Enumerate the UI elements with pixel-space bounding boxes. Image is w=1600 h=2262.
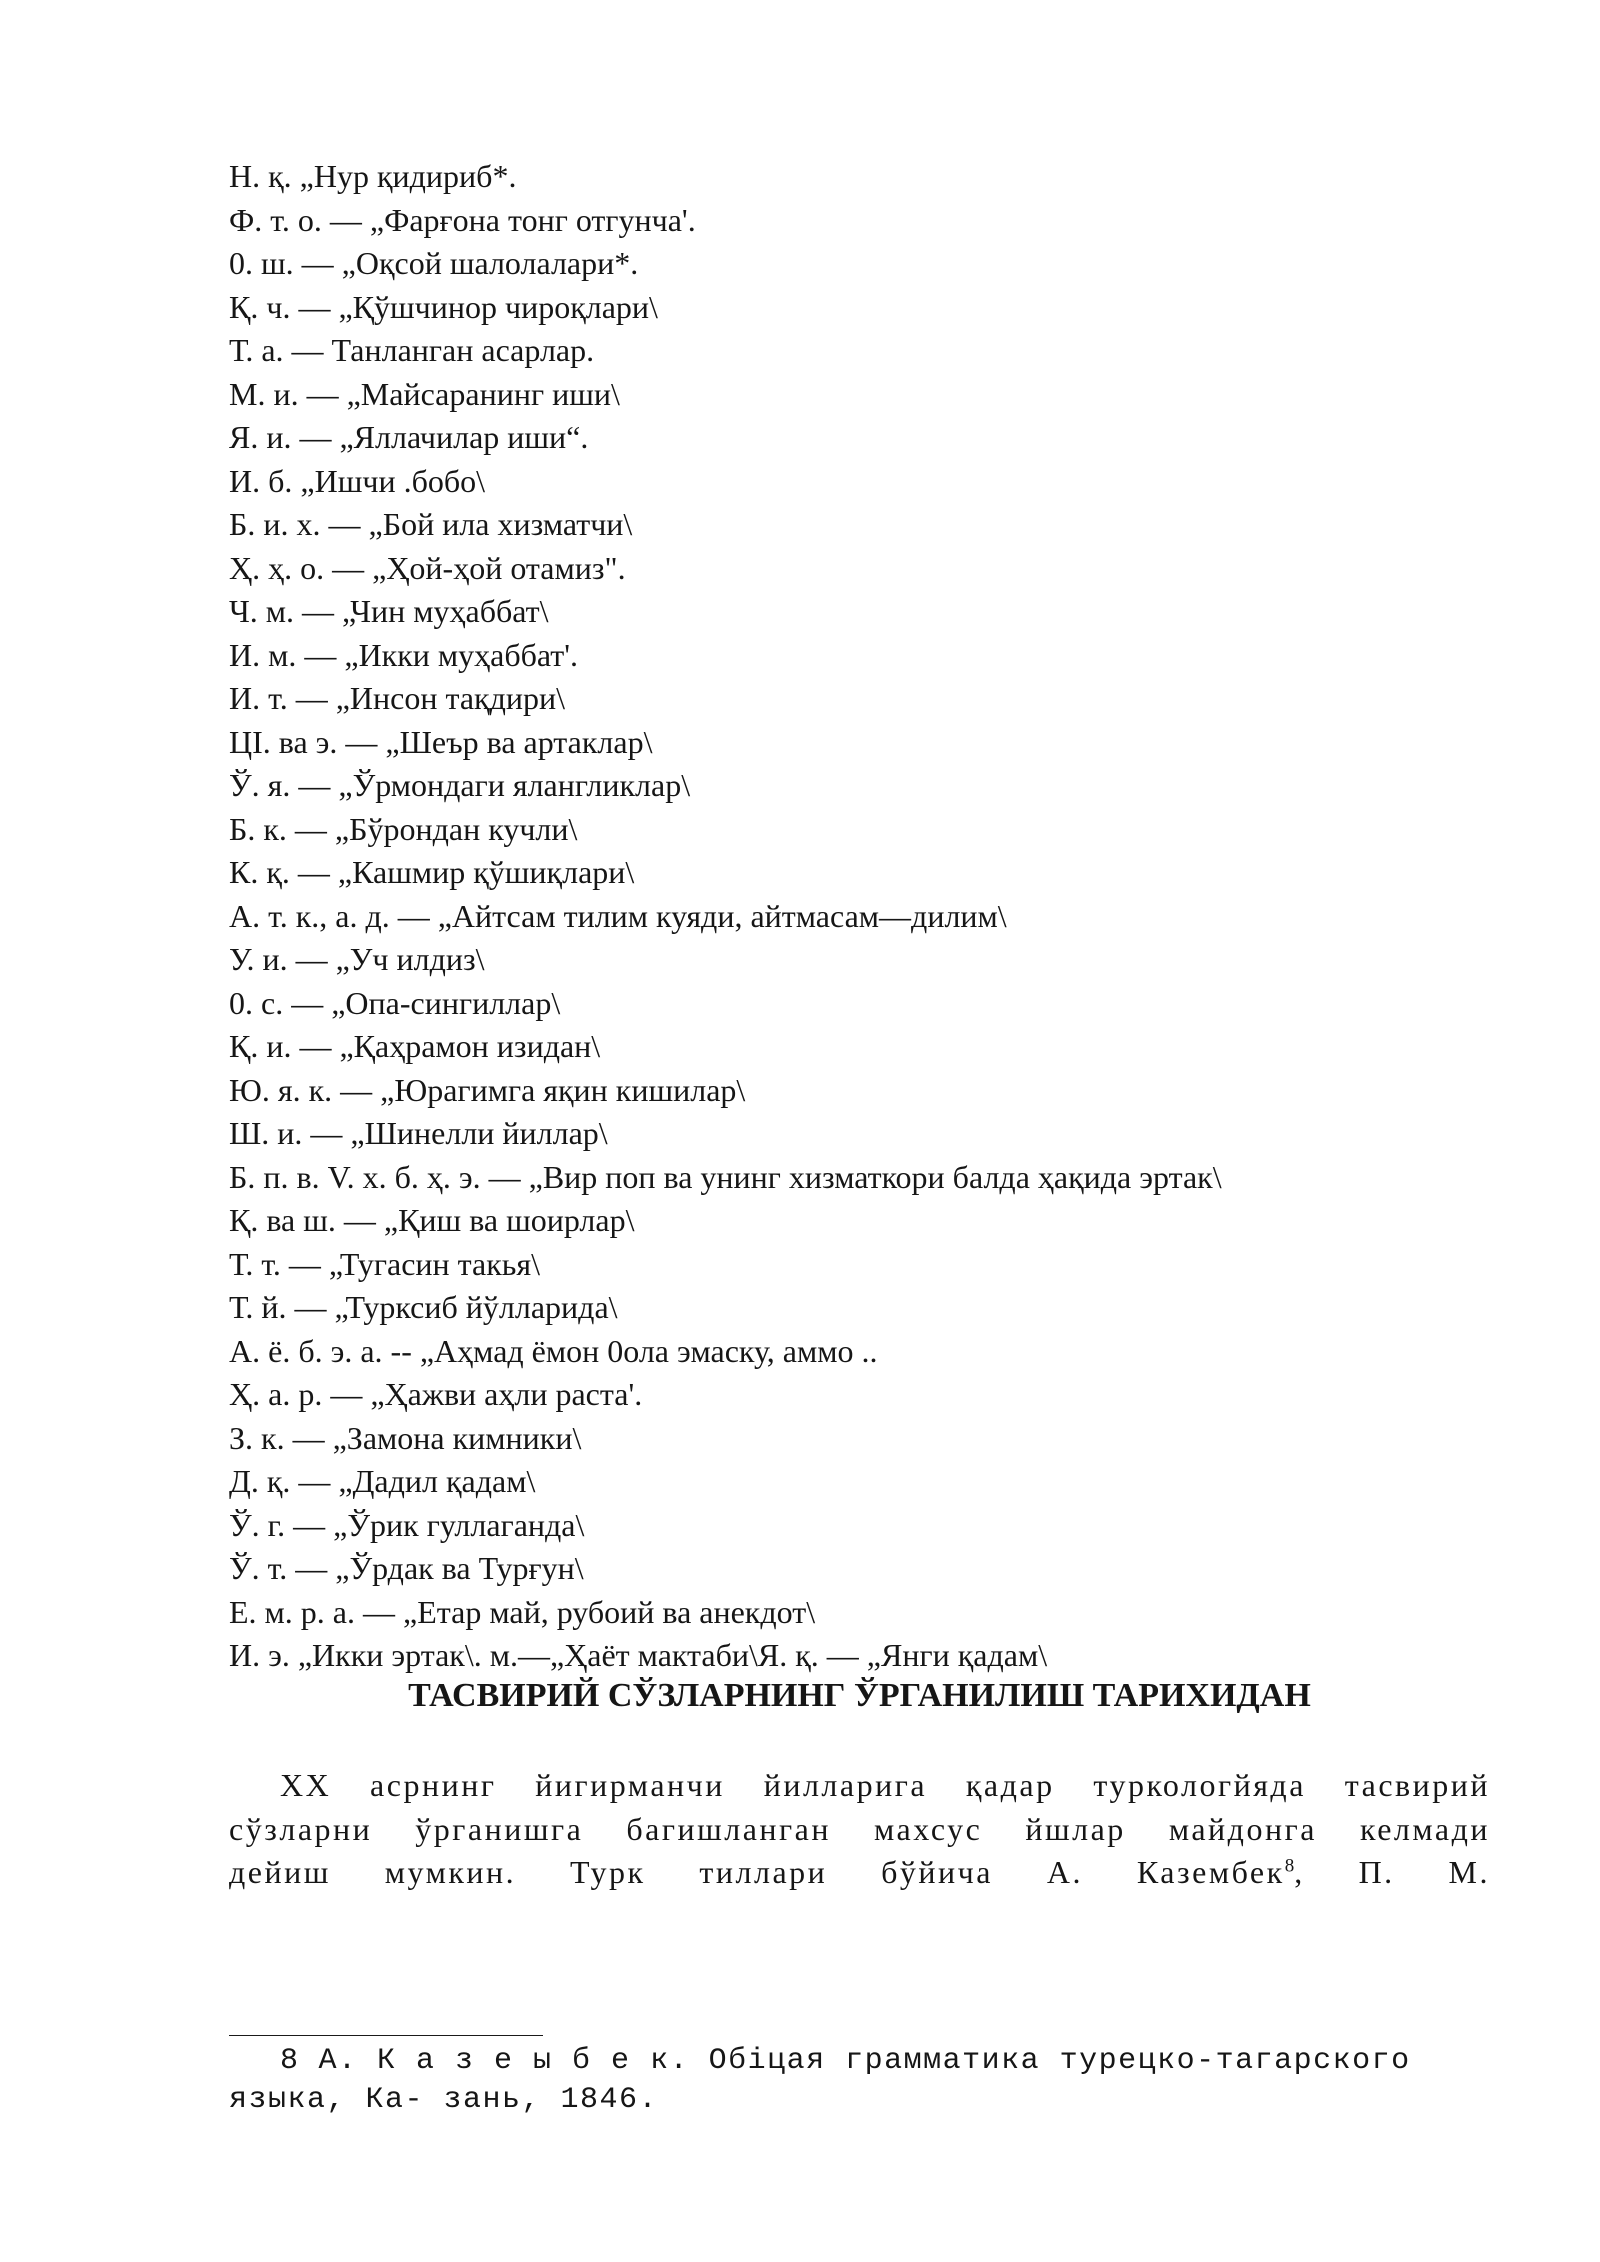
list-entry: З. к. — „Замона кимники\ [229, 1419, 582, 1456]
list-entry: Қ. и. — „Қаҳрамон изидан\ [229, 1028, 601, 1064]
list-entry: ЦІ. ва э. — „Шеър ва артаклар\ [229, 723, 653, 760]
paragraph-text: , П. М. [1294, 1854, 1491, 1890]
list-entry: Қ. ч. — „Қўшчинор чироқлари\ [229, 288, 658, 325]
list-entry: А. т. к., а. д. — „Айтсам тилим куяди, айтмасам—дилим\ [229, 897, 1007, 934]
list-entry: 0. с. — „Опа-сингиллар\ [229, 984, 561, 1021]
list-entry: К. қ. — „Кашмир қўшиқлари\ [229, 854, 635, 890]
list-entry: 0. ш. — „Оқсой шалолалари*. [229, 245, 639, 281]
list-entry: И. б. „Ишчи .бобо\ [229, 462, 486, 499]
paragraph-line: сўзларни ўрганишга багишланган махсус йшлар майдонга келмади [229, 1810, 1490, 1847]
list-entry: А. ё. б. э. а. -- „Аҳмад ёмон 0ола эмаску, аммо .. [229, 1332, 878, 1369]
list-entry: Ў. т. — „Ўрдак ва Турғун\ [229, 1550, 584, 1586]
footnote-line: языка, Ка- зань, 1846. [229, 2083, 659, 2117]
list-entry: У. и. — „Уч илдиз\ [229, 941, 485, 977]
list-entry: И. т. — „Инсон тақдири\ [229, 680, 565, 716]
list-entry: Ю. я. к. — „Юрагимга яқин кишилар\ [229, 1071, 746, 1108]
body-paragraph [229, 1764, 1490, 1895]
list-entry: И. м. — „Икки муҳаббат'. [229, 636, 579, 673]
list-entry: Ҳ. а. р. — „Ҳажви аҳли раста'. [229, 1376, 643, 1412]
footnote-line [229, 2042, 1529, 2081]
list-entry: Б. п. в. V. х. б. ҳ. э. — „Вир поп ва унинг хизматкори балда ҳақида эртак\ [229, 1158, 1222, 1195]
list-entry: Ў. г. — „Ўрик гуллаганда\ [229, 1506, 585, 1543]
list-entry: Б. к. — „Бўрондан кучли\ [229, 810, 578, 847]
list-entry: Қ. ва ш. — „Қиш ва шоирлар\ [229, 1202, 635, 1238]
footnote [229, 2042, 1529, 2120]
paragraph-line: XX асрнинг йигирманчи йилларига қадар туркологйяда тасвирий [280, 1767, 1490, 1803]
list-entry: Ф. т. о. — „Фарғона тонг отгунча'. [229, 201, 696, 238]
paragraph-text: дейиш мумкин. Турк тиллари бўйича А. Казембек [229, 1854, 1285, 1890]
list-entry: Т. т. — „Тугасин такья\ [229, 1245, 540, 1282]
abbreviation-list [229, 155, 1529, 1678]
list-entry: Ў. я. — „Ўрмондаги ялангликлар\ [229, 767, 691, 803]
list-entry: Я. и. — „Яллачилар иши“. [229, 419, 589, 455]
list-entry: Е. м. р. а. — „Етар май, рубоий ва анекдот\ [229, 1593, 816, 1630]
footnote-text: А. К а з е ы б е к. Обіцая грамматика турецко-тагарского [318, 2044, 1411, 2078]
list-entry: Т. й. — „Турксиб йўлларида\ [229, 1289, 618, 1325]
list-entry: Д. қ. — „Дадил қадам\ [229, 1463, 536, 1499]
paragraph-line [229, 1851, 1490, 1895]
list-entry: Н. қ. „Нур қидириб*. [229, 158, 517, 194]
list-entry: Ш. и. — „Шинелли йиллар\ [229, 1115, 608, 1151]
list-entry: Б. и. х. — „Бой ила хизматчи\ [229, 506, 633, 542]
footnote-number: 8 [280, 2044, 300, 2078]
list-entry: Т. а. — Танланган асарлар. [229, 332, 595, 368]
list-entry: Ҳ. ҳ. о. — „Ҳой-ҳой отамиз". [229, 549, 626, 586]
list-entry: Ч. м. — „Чин муҳаббат\ [229, 593, 549, 629]
footnote-separator [229, 2035, 543, 2036]
list-entry: М. и. — „Майсаранинг иши\ [229, 375, 620, 412]
footnote-reference: 8 [1284, 1855, 1295, 1877]
section-heading: ТАСВИРИЙ СЎЗЛАРНИНГ ЎРГАНИЛИШ ТАРИХИДАН [408, 1677, 1311, 1714]
list-entry: И. э. „Икки эртак\. м.—„Ҳаёт мактаби\Я. қ. — „Янги қадам\ [229, 1637, 1048, 1673]
